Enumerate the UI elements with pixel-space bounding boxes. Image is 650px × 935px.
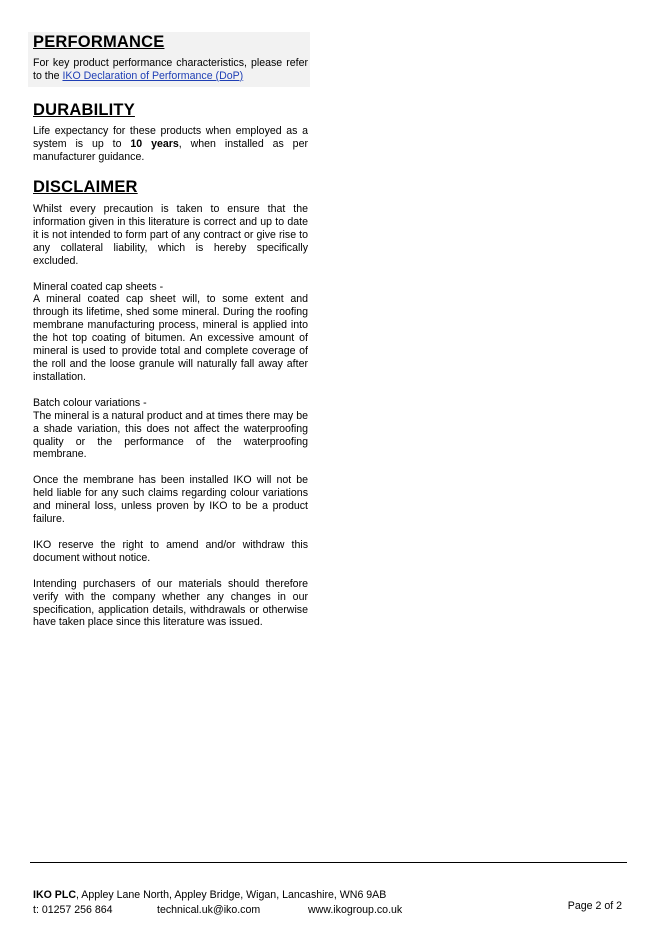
disclaimer-paragraph: Once the membrane has been installed IKO will not be held liable for any such claims regarding colour variations and mineral loss, unless proven by IKO to be a product failure. bbox=[33, 474, 308, 526]
page-number: Page 2 of 2 bbox=[567, 900, 622, 912]
performance-section bbox=[28, 32, 310, 87]
disclaimer-subheading: Batch colour variations - bbox=[33, 396, 147, 409]
durability-years: 10 years bbox=[130, 137, 179, 150]
durability-section bbox=[28, 100, 310, 164]
disclaimer-paragraph: Intending purchasers of our materials should therefore verify with the company whether any changes in our specification, application details, withdrawals or otherwise have taken place since this literature was issued. bbox=[33, 577, 308, 629]
performance-heading: PERFORMANCE bbox=[33, 33, 165, 51]
footer-email[interactable]: technical.uk@iko.com bbox=[157, 904, 261, 916]
performance-text: For key product performance characteristics, please refer to the IKO Declaration of Performance (DoP) bbox=[33, 57, 308, 82]
disclaimer-section bbox=[28, 177, 310, 629]
disclaimer-heading: DISCLAIMER bbox=[33, 178, 138, 196]
durability-heading: DURABILITY bbox=[33, 101, 135, 119]
footer-phone: t: 01257 256 864 bbox=[33, 904, 113, 916]
disclaimer-paragraph: The mineral is a natural product and at times there may be a shade variation, this does not affect the waterproofing quality or the performance of the waterproofing membrane. bbox=[33, 409, 308, 461]
footer-company: IKO PLC bbox=[33, 889, 76, 901]
footer-address: IKO PLC, Appley Lane North, Appley Bridge, Wigan, Lancashire, WN6 9AB bbox=[33, 889, 387, 901]
disclaimer-paragraph: A mineral coated cap sheet will, to some extent and through its lifetime, shed some mineral. During the roofing membrane manufacturing process, mineral is applied into the hot top coating of bitumen. An excessive amount of mineral is used to provide total and complete coverage of the roll and the loose granule will naturally fall away after installation. bbox=[33, 293, 308, 383]
durability-text: Life expectancy for these products when employed as a system is up to 10 years, when installed as per manufacturer guidance. bbox=[33, 125, 308, 163]
footer-divider bbox=[30, 862, 627, 863]
disclaimer-paragraph: Whilst every precaution is taken to ensure that the information given in this literature is correct and up to date it is not intended to form part of any contract or give rise to any collateral liability, which is hereby specifically excluded. bbox=[33, 203, 308, 267]
dop-link[interactable]: IKO Declaration of Performance (DoP) bbox=[62, 69, 244, 82]
disclaimer-paragraph: IKO reserve the right to amend and/or withdraw this document without notice. bbox=[33, 538, 308, 564]
disclaimer-subheading: Mineral coated cap sheets - bbox=[33, 280, 164, 293]
footer-website[interactable]: www.ikogroup.co.uk bbox=[308, 904, 403, 916]
